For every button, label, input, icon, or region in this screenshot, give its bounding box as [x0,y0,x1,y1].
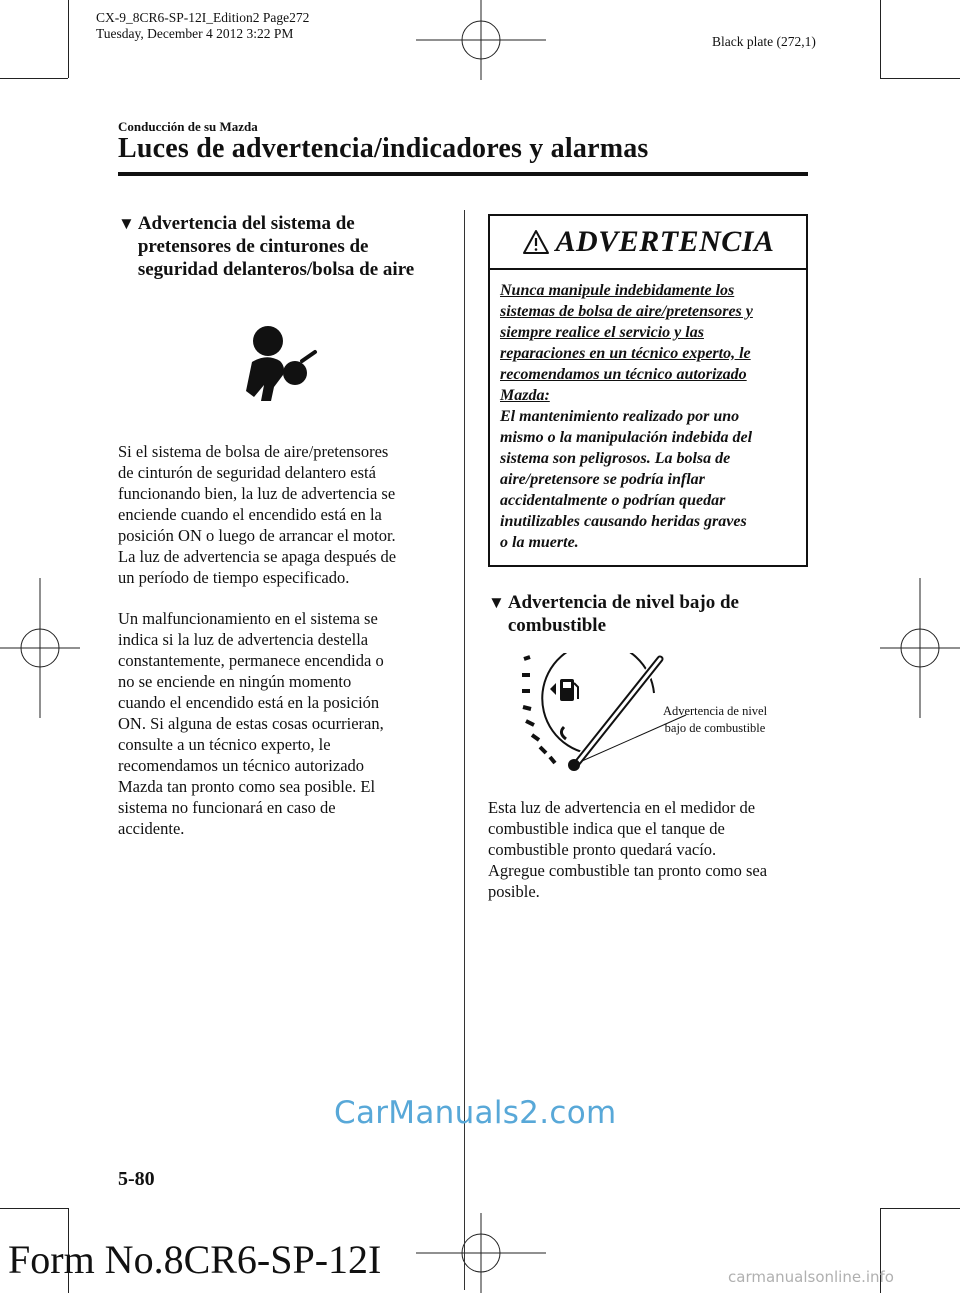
warning-line: sistema son peligrosos. La bolsa de [500,450,731,467]
text-line: Un malfuncionamiento en el sistema se [118,609,378,628]
warning-body [490,270,806,565]
warning-line: Mazda: [500,387,550,404]
footer-site: carmanualsonline.info [728,1268,894,1286]
fuel-gauge-figure [488,653,808,779]
text-line: no se enciende en ningún momento [118,672,352,691]
text-line: combustible pronto quedará vacío. [488,840,717,859]
warning-line: inutilizables causando heridas graves [500,513,747,530]
text-line: sistema no funcionará en caso de [118,798,336,817]
text-line: enciende cuando el encendido está en la [118,505,382,524]
registration-mark-right [880,578,960,718]
heading-line: pretensores de cinturones de [137,236,369,257]
warning-line: siempre realice el servicio y las [500,324,704,341]
plate-info: Black plate (272,1) [712,34,816,49]
warning-triangle-icon [522,229,550,255]
text-line: indica si la luz de advertencia destella [118,630,369,649]
figure-label-line: Advertencia de nivel [662,704,768,718]
text-line: combustible indica que el tanque de [488,819,725,838]
warning-line: aire/pretensore se podría inflar [500,471,705,488]
airbag-paragraph-2 [118,608,440,839]
title-rule [118,172,808,176]
text-line: posible. [488,882,540,901]
section-marker-icon: ▼ [118,214,135,233]
warning-line: Nunca manipule indebidamente los [500,282,735,299]
text-line: consulte a un técnico experto, le [118,735,331,754]
airbag-section-heading [118,212,440,281]
warning-title: ADVERTENCIA [555,225,775,258]
heading-line: Advertencia del sistema de [137,213,355,234]
left-column [118,212,440,839]
warning-box [488,214,808,567]
airbag-warning-icon [238,325,318,405]
print-info [96,10,309,42]
form-number: Form No.8CR6-SP-12I [8,1237,382,1282]
warning-line: o la muerte. [500,534,579,551]
warning-line: sistemas de bolsa de aire/pretensores y [500,303,753,320]
watermark: CarManuals2.com [334,1095,617,1131]
heading-line: seguridad delanteros/bolsa de aire [137,259,415,280]
print-info-line2: Tuesday, December 4 2012 3:22 PM [96,26,294,41]
fuel-section-heading [488,591,808,637]
text-line: Si el sistema de bolsa de aire/pretensores [118,442,389,461]
airbag-paragraph-1 [118,441,440,588]
text-line: Esta luz de advertencia en el medidor de [488,798,756,817]
right-column [488,214,808,902]
section-marker-icon: ▼ [488,593,505,612]
page-title: Luces de advertencia/indicadores y alarmas [118,133,649,164]
text-line: funcionando bien, la luz de advertencia se [118,484,396,503]
text-line: Mazda tan pronto como sea posible. El [118,777,376,796]
registration-mark-left [0,578,80,718]
page-number: 5-80 [118,1168,155,1190]
text-line: un período de tiempo especificado. [118,568,350,587]
figure-label-line: bajo de combustible [664,721,766,735]
heading-line: Advertencia de nivel bajo de [507,592,739,613]
heading-line: combustible [507,615,607,636]
warning-line: El mantenimiento realizado por uno [500,408,740,425]
text-line: constantemente, permanece encendida o [118,651,384,670]
fuel-warning-label [652,703,778,737]
registration-mark-top [416,0,546,80]
section-label: Conducción de su Mazda [118,119,258,134]
warning-line: accidentalmente o podrían quedar [500,492,726,509]
text-line: cuando el encendido está en la posición [118,693,380,712]
fuel-paragraph [488,797,808,902]
registration-mark-bottom [416,1213,546,1293]
warning-line: reparaciones en un técnico experto, le [500,345,751,362]
text-line: posición ON o luego de arrancar el motor. [118,526,396,545]
text-line: accidente. [118,819,185,838]
text-line: Agregue combustible tan pronto como sea [488,861,768,880]
warning-header [490,216,806,270]
text-line: ON. Si alguna de estas cosas ocurrieran, [118,714,384,733]
warning-line: recomendamos un técnico autorizado [500,366,747,383]
text-line: recomendamos un técnico autorizado [118,756,365,775]
print-info-line1: CX-9_8CR6-SP-12I_Edition2 Page272 [96,10,310,25]
text-line: de cinturón de seguridad delantero está [118,463,376,482]
warning-line: mismo o la manipulación indebida del [500,429,753,446]
text-line: La luz de advertencia se apaga después de [118,547,397,566]
